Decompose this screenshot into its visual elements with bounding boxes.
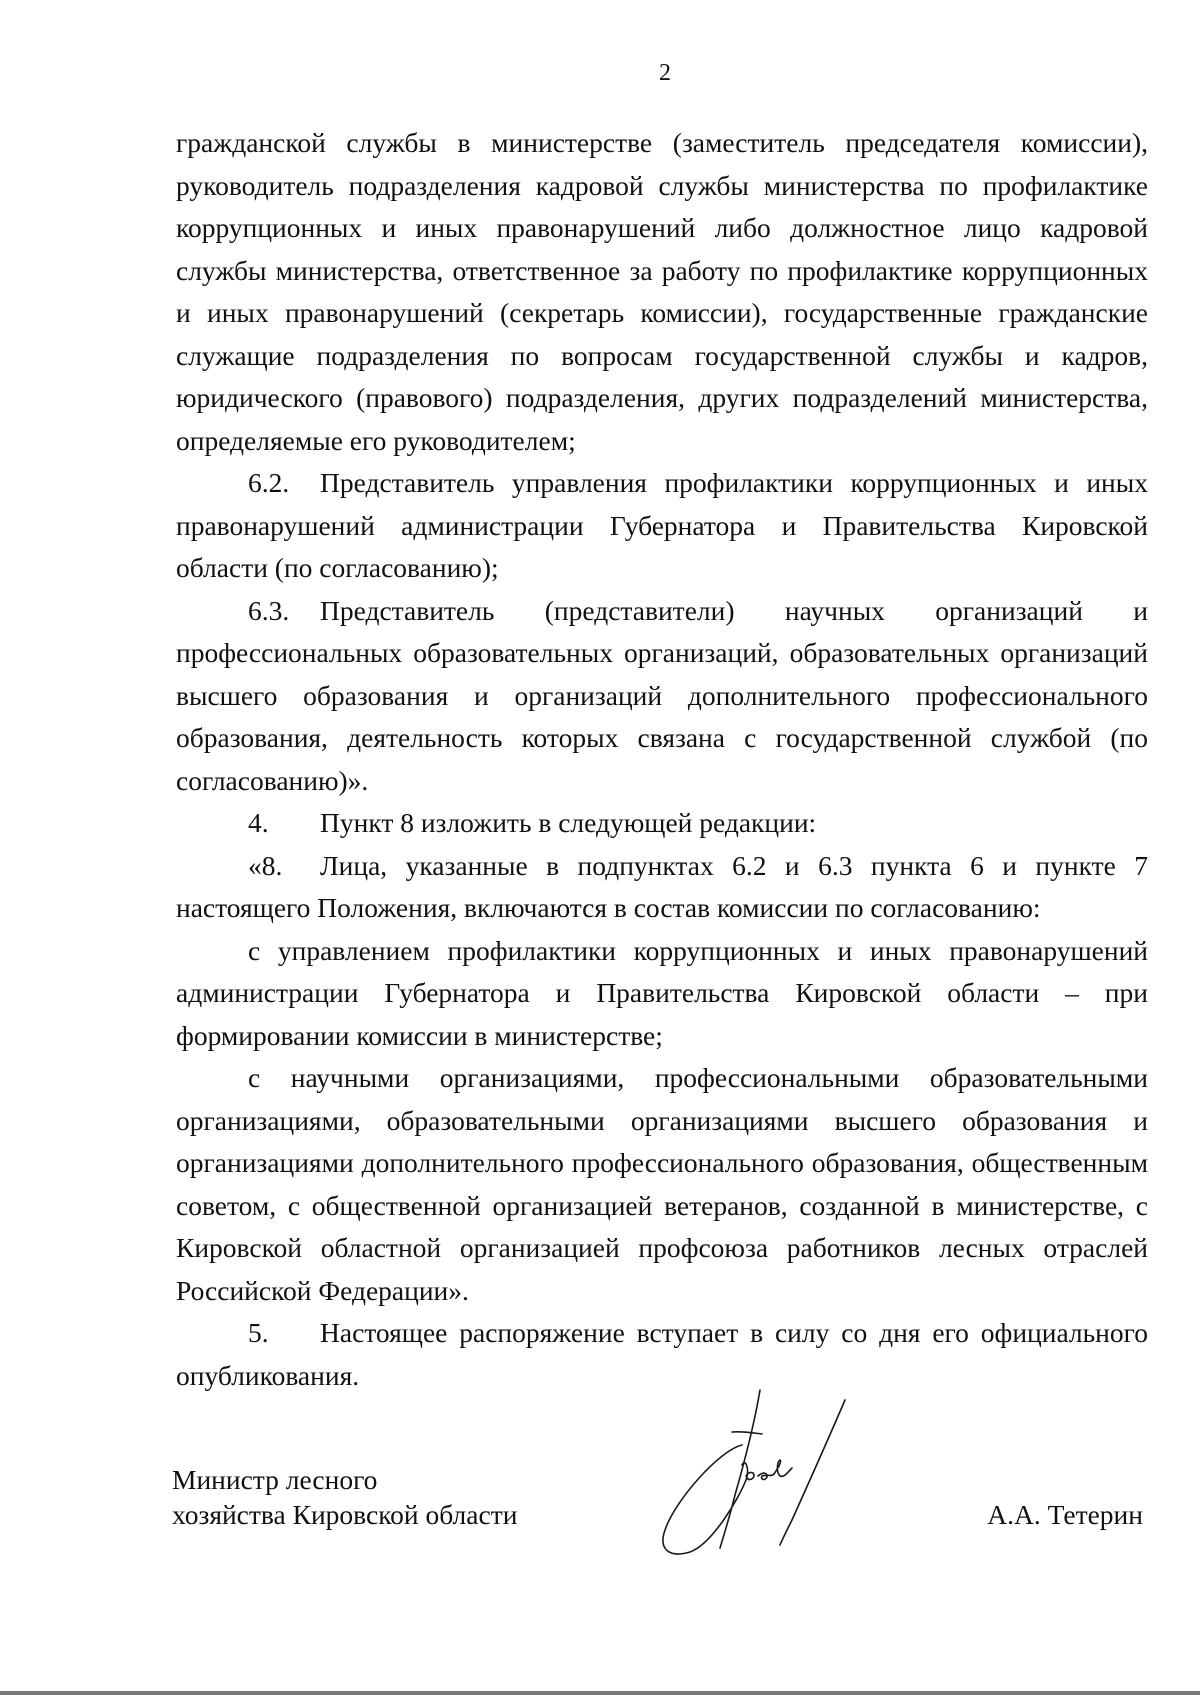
signer-name: А.А. Тетерин (987, 1499, 1143, 1530)
item-text: Пункт 8 изложить в следующей редакции: (320, 807, 817, 838)
signer-position (172, 1462, 517, 1532)
signer-position-line: Министр лесного (172, 1464, 378, 1495)
item-text: Представитель управления профилактики коррупционных и иных правонарушений администрации Губернатора и Правительства Кировской области (по согласованию); (176, 467, 1148, 583)
item-text: Лица, указанные в подпунктах 6.2 и 6.3 пункта 6 и пункте 7 настоящего Положения, включаются в состав комиссии по согласованию: (176, 849, 1148, 923)
item-8 (176, 845, 1148, 930)
signer-position-line: хозяйства Кировской области (172, 1499, 518, 1530)
paragraph-agreement-organizations: с научными организациями, профессиональными образовательными организациями, образовательными организациями высшего образования и организациями дополнительного профессионального образования, общественным советом, с общественной организацией ветеранов, созданной в министерстве, с Кировской областной организацией профсоюза работников лесных отраслей Российской Федерации». (176, 1062, 1148, 1306)
handwritten-signature (650, 1380, 910, 1565)
item-5 (176, 1312, 1148, 1397)
item-text: Настоящее распоряжение вступает в силу со дня его официального опубликования. (176, 1317, 1148, 1391)
paragraph-commission-composition: гражданской службы в министерстве (заместитель председателя комиссии), руководитель подразделения кадровой службы министерства по профилактике коррупционных и иных правонарушений либо должностное лицо кадровой службы министерства, ответственное за работу по профилактике коррупционных и иных правонарушений (секретарь комиссии), государственные гражданские служащие подразделения по вопросам государственной службы и кадров, юридического (правового) подразделения, других подразделений министерства, определяемые его руководителем; (176, 127, 1148, 456)
page-number: 2 (659, 60, 671, 86)
item-number: 5. (248, 1317, 269, 1348)
item-4 (176, 802, 1148, 845)
item-number: 6.2. (248, 467, 290, 498)
item-number: 6.3. (248, 594, 290, 626)
item-text: Представитель (представители) научных организаций и профессиональных образовательных организаций, образовательных организаций высшего образования и организаций дополнительного профессионального образования, деятельность которых связана с государственной службой (по согласованию)». (176, 594, 1148, 796)
item-number: 4. (248, 807, 269, 838)
paragraph-agreement-administration: с управлением профилактики коррупционных и иных правонарушений администрации Губернатора и Правительства Кировской области – при формировании комиссии в министерстве; (176, 934, 1148, 1051)
item-number: «8. (248, 849, 283, 881)
item-6-2 (176, 462, 1148, 590)
scan-edge-divider (0, 1691, 1200, 1695)
item-6-3 (176, 590, 1148, 803)
document-body (176, 122, 1148, 1397)
